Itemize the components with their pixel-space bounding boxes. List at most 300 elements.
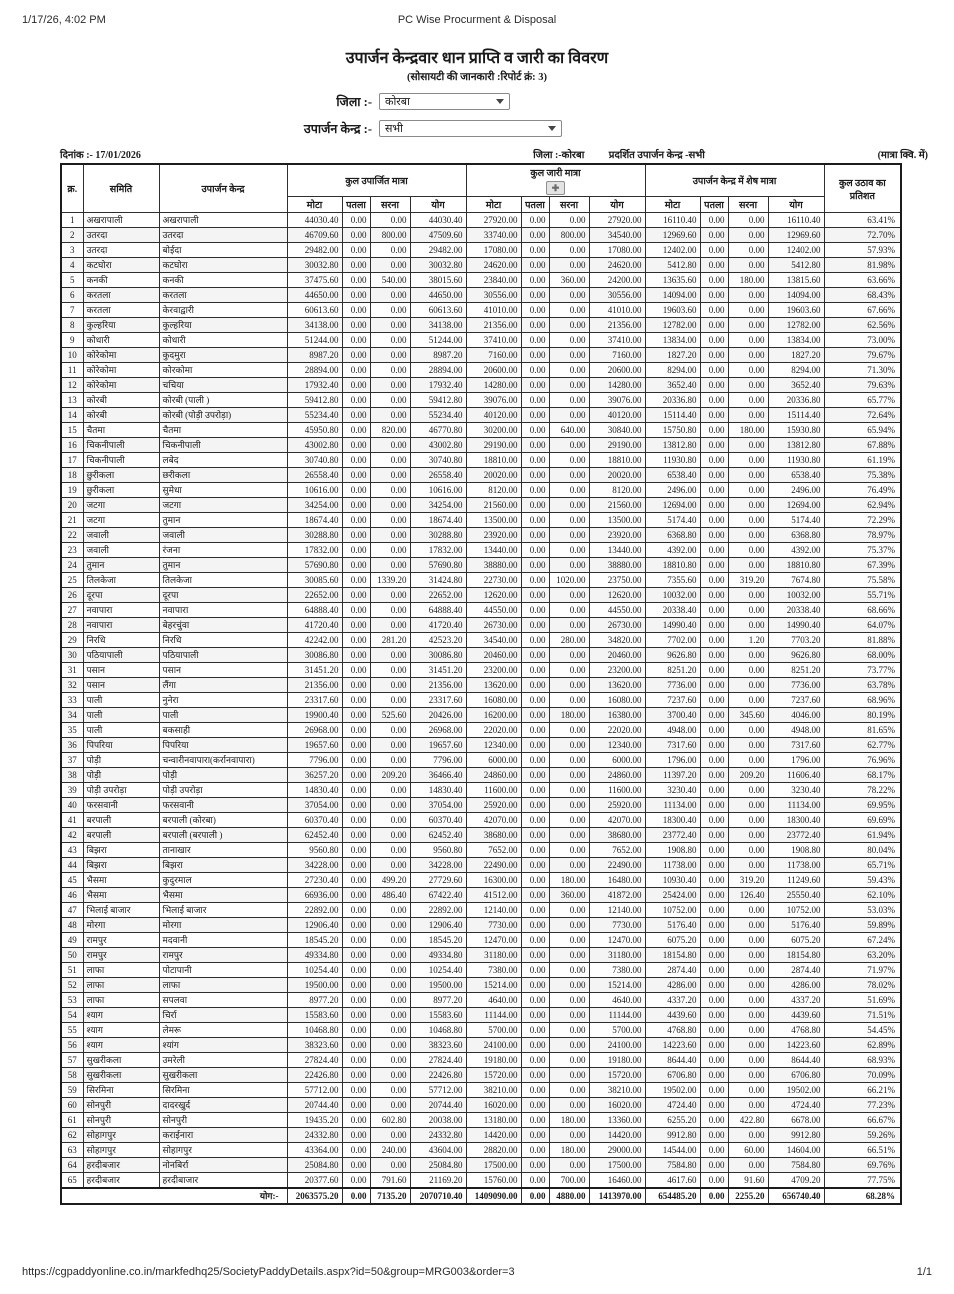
cell-procured-mota: 27824.40 [287,1053,342,1068]
total-label: योग:- [61,1188,287,1204]
cell-balance-patla: 0.00 [700,1068,728,1083]
cell-sr: 38 [61,768,83,783]
cell-procured-sarna: 0.00 [370,243,410,258]
cell-balance-patla: 0.00 [700,348,728,363]
cell-sr: 4 [61,258,83,273]
cell-balance-mota: 10752.00 [645,903,700,918]
cell-issued-yog: 14280.00 [589,378,645,393]
cell-issued-mota: 7160.00 [466,348,521,363]
cell-balance-patla: 0.00 [700,423,728,438]
cell-issued-sarna: 0.00 [549,693,589,708]
cell-procured-mota: 49334.80 [287,948,342,963]
cell-procured-yog: 41720.40 [410,618,466,633]
table-row [61,963,901,978]
cell-procured-yog: 31424.80 [410,573,466,588]
cell-balance-patla: 0.00 [700,648,728,663]
cell-balance-sarna: 91.60 [728,1173,768,1189]
table-row [61,693,901,708]
cell-samiti: पठियापाली [83,648,159,663]
cell-procured-mota: 30288.80 [287,528,342,543]
table-row [61,333,901,348]
cell-issued-mota: 14420.00 [466,1128,521,1143]
cell-issued-sarna: 0.00 [549,918,589,933]
cell-issued-sarna: 0.00 [549,588,589,603]
cell-samiti: लाफा [83,963,159,978]
cell-samiti: कोरेकोमा [83,363,159,378]
table-row [61,978,901,993]
cell-issued-yog: 13360.00 [589,1113,645,1128]
cell-issued-mota: 17500.00 [466,1158,521,1173]
cell-kendra: पाली [159,708,287,723]
cell-balance-sarna: 0.00 [728,858,768,873]
cell-issued-yog: 41010.00 [589,303,645,318]
footer-url: https://cgpaddyonline.co.in/markfedhq25/SocietyPaddyDetails.aspx?id=50&group=MRG003&order=3 [22,1266,515,1278]
cell-pct: 68.00% [824,648,901,663]
cell-sr: 7 [61,303,83,318]
cell-balance-mota: 12969.60 [645,228,700,243]
cell-issued-yog: 18810.00 [589,453,645,468]
cell-samiti: अखरापाली [83,213,159,228]
cell-balance-yog: 7703.20 [768,633,824,648]
cell-balance-patla: 0.00 [700,378,728,393]
cell-issued-mota: 38680.00 [466,828,521,843]
cell-procured-yog: 30086.80 [410,648,466,663]
cell-procured-patla: 0.00 [342,1083,370,1098]
cell-procured-sarna: 499.20 [370,873,410,888]
cell-issued-yog: 23200.00 [589,663,645,678]
cell-balance-patla: 0.00 [700,963,728,978]
cell-samiti: पिपरिया [83,738,159,753]
cell-issued-patla: 0.00 [521,498,549,513]
cell-balance-patla: 0.00 [700,843,728,858]
center-select[interactable] [379,120,562,137]
cell-sr: 24 [61,558,83,573]
cell-issued-patla: 0.00 [521,213,549,228]
cell-procured-mota: 12906.40 [287,918,342,933]
cell-issued-patla: 0.00 [521,573,549,588]
table-row [61,303,901,318]
table-row [61,663,901,678]
cell-procured-sarna: 0.00 [370,963,410,978]
cell-balance-yog: 16110.40 [768,213,824,228]
cell-balance-yog: 9912.80 [768,1128,824,1143]
cell-sr: 5 [61,273,83,288]
cell-balance-sarna: 180.00 [728,273,768,288]
cell-balance-patla: 0.00 [700,213,728,228]
cell-issued-sarna: 360.00 [549,888,589,903]
cell-issued-sarna: 0.00 [549,723,589,738]
cell-procured-sarna: 0.00 [370,213,410,228]
cell-pct: 66.51% [824,1143,901,1158]
cell-pct: 80.19% [824,708,901,723]
cell-issued-mota: 38210.00 [466,1083,521,1098]
cell-balance-sarna: 0.00 [728,948,768,963]
table-row [61,423,901,438]
cell-issued-mota: 7730.00 [466,918,521,933]
cell-procured-sarna: 0.00 [370,1038,410,1053]
cell-balance-sarna: 0.00 [728,483,768,498]
cell-procured-mota: 46709.60 [287,228,342,243]
cell-issued-sarna: 0.00 [549,213,589,228]
cell-issued-yog: 4640.00 [589,993,645,1008]
cell-balance-mota: 13635.60 [645,273,700,288]
cell-issued-patla: 0.00 [521,273,549,288]
cell-issued-yog: 16080.00 [589,693,645,708]
table-row [61,813,901,828]
cell-pct: 65.94% [824,423,901,438]
cell-procured-mota: 14830.40 [287,783,342,798]
cell-procured-sarna: 0.00 [370,753,410,768]
cell-pct: 67.39% [824,558,901,573]
expand-plus-icon[interactable]: ✚ [546,181,565,195]
col-header-issued-mota: मोटा [466,197,521,213]
cell-procured-yog: 10468.80 [410,1023,466,1038]
cell-issued-mota: 19180.00 [466,1053,521,1068]
cell-issued-sarna: 360.00 [549,273,589,288]
cell-issued-mota: 42070.00 [466,813,521,828]
col-header-balance-sarna: सरना [728,197,768,213]
cell-balance-mota: 6368.80 [645,528,700,543]
cell-issued-sarna: 0.00 [549,558,589,573]
cell-pct: 62.56% [824,318,901,333]
cell-samiti: कुल्हरिया [83,318,159,333]
cell-samiti: सोनपुरी [83,1113,159,1128]
cell-procured-patla: 0.00 [342,483,370,498]
cell-kendra: फरसवानी [159,798,287,813]
cell-balance-mota: 5412.80 [645,258,700,273]
cell-issued-sarna: 0.00 [549,603,589,618]
cell-issued-yog: 22020.00 [589,723,645,738]
print-footer [22,1266,932,1278]
cell-procured-sarna: 0.00 [370,1068,410,1083]
cell-balance-yog: 5176.40 [768,918,824,933]
cell-issued-sarna: 0.00 [549,1068,589,1083]
cell-issued-patla: 0.00 [521,978,549,993]
cell-balance-mota: 9912.80 [645,1128,700,1143]
cell-balance-patla: 0.00 [700,903,728,918]
cell-samiti: जटगा [83,513,159,528]
cell-procured-mota: 19500.00 [287,978,342,993]
cell-balance-patla: 0.00 [700,273,728,288]
cell-sr: 43 [61,843,83,858]
cell-issued-mota: 22020.00 [466,723,521,738]
cell-pct: 75.58% [824,573,901,588]
cell-issued-patla: 0.00 [521,1128,549,1143]
cell-procured-patla: 0.00 [342,303,370,318]
cell-samiti: नवापारा [83,603,159,618]
cell-pct: 79.67% [824,348,901,363]
cell-pct: 62.10% [824,888,901,903]
cell-issued-sarna: 0.00 [549,1098,589,1113]
cell-balance-yog: 10752.00 [768,903,824,918]
cell-balance-patla: 0.00 [700,1053,728,1068]
cell-procured-mota: 51244.00 [287,333,342,348]
cell-issued-mota: 37410.00 [466,333,521,348]
col-header-balance-mota: मोटा [645,197,700,213]
cell-issued-yog: 15720.00 [589,1068,645,1083]
cell-kendra: लैंगा [159,678,287,693]
cell-pct: 63.20% [824,948,901,963]
cell-pct: 62.77% [824,738,901,753]
cell-issued-mota: 38880.00 [466,558,521,573]
cell-pct: 71.97% [824,963,901,978]
cell-samiti: सुखरीकला [83,1053,159,1068]
cell-issued-patla: 0.00 [521,1173,549,1189]
report-table-wrap [60,163,900,1205]
cell-samiti: फरसवानी [83,798,159,813]
cell-sr: 25 [61,573,83,588]
col-header-balance-yog: योग [768,197,824,213]
cell-procured-mota: 19435.20 [287,1113,342,1128]
cell-issued-patla: 0.00 [521,948,549,963]
cell-issued-patla: 0.00 [521,588,549,603]
cell-kendra: बिझरा [159,858,287,873]
cell-balance-yog: 20336.80 [768,393,824,408]
cell-balance-patla: 0.00 [700,483,728,498]
cell-samiti: निरधि [83,633,159,648]
cell-balance-mota: 15114.40 [645,408,700,423]
cell-balance-yog: 7736.00 [768,678,824,693]
cell-procured-yog: 20744.40 [410,1098,466,1113]
cell-issued-patla: 0.00 [521,693,549,708]
cell-sr: 33 [61,693,83,708]
total-pct: 68.28% [824,1188,901,1204]
cell-samiti: पसान [83,663,159,678]
cell-balance-mota: 7584.80 [645,1158,700,1173]
cell-procured-sarna: 791.60 [370,1173,410,1189]
cell-kendra: श्यांग [159,1038,287,1053]
cell-pct: 69.69% [824,813,901,828]
cell-kendra: बरपाली (बरपाली ) [159,828,287,843]
cell-kendra: बोईदा [159,243,287,258]
cell-balance-mota: 1827.20 [645,348,700,363]
cell-procured-sarna: 0.00 [370,948,410,963]
cell-kendra: सोनपुरी [159,1113,287,1128]
cell-issued-yog: 7160.00 [589,348,645,363]
cell-procured-sarna: 602.80 [370,1113,410,1128]
cell-balance-sarna: 0.00 [728,1128,768,1143]
cell-balance-mota: 14544.00 [645,1143,700,1158]
cell-balance-sarna: 0.00 [728,933,768,948]
cell-procured-mota: 26968.00 [287,723,342,738]
cell-balance-sarna: 0.00 [728,288,768,303]
cell-samiti: जवाली [83,528,159,543]
cell-balance-mota: 18300.40 [645,813,700,828]
cell-procured-yog: 43002.80 [410,438,466,453]
cell-balance-mota: 10032.00 [645,588,700,603]
cell-balance-sarna: 0.00 [728,1023,768,1038]
cell-balance-patla: 0.00 [700,243,728,258]
cell-procured-patla: 0.00 [342,288,370,303]
district-shown: जिला :-कोरबा [533,150,585,161]
cell-procured-mota: 17832.00 [287,543,342,558]
cell-procured-yog: 31451.20 [410,663,466,678]
cell-issued-mota: 4640.00 [466,993,521,1008]
cell-issued-sarna: 0.00 [549,948,589,963]
cell-procured-patla: 0.00 [342,468,370,483]
cell-issued-sarna: 0.00 [549,978,589,993]
cell-balance-patla: 0.00 [700,543,728,558]
cell-balance-sarna: 0.00 [728,438,768,453]
cell-procured-patla: 0.00 [342,558,370,573]
cell-issued-yog: 13440.00 [589,543,645,558]
cell-balance-sarna: 0.00 [728,588,768,603]
cell-procured-mota: 43002.80 [287,438,342,453]
cell-issued-mota: 30556.00 [466,288,521,303]
cell-samiti: छुरीकला [83,483,159,498]
cell-issued-yog: 14420.00 [589,1128,645,1143]
center-select-value: सभी [385,122,404,135]
cell-pct: 68.66% [824,603,901,618]
cell-samiti: मोरगा [83,918,159,933]
cell-pct: 55.71% [824,588,901,603]
cell-balance-patla: 0.00 [700,333,728,348]
table-row [61,1023,901,1038]
cell-pct: 64.07% [824,618,901,633]
cell-balance-sarna: 0.00 [728,678,768,693]
cell-issued-sarna: 0.00 [549,333,589,348]
cell-issued-patla: 0.00 [521,843,549,858]
cell-issued-patla: 0.00 [521,1068,549,1083]
cell-procured-sarna: 0.00 [370,333,410,348]
table-row [61,543,901,558]
cell-balance-yog: 1908.80 [768,843,824,858]
cell-issued-yog: 42070.00 [589,813,645,828]
cell-procured-sarna: 0.00 [370,468,410,483]
cell-issued-mota: 15720.00 [466,1068,521,1083]
cell-issued-sarna: 0.00 [549,348,589,363]
cell-procured-patla: 0.00 [342,498,370,513]
cell-issued-sarna: 0.00 [549,258,589,273]
cell-balance-mota: 3652.40 [645,378,700,393]
cell-balance-patla: 0.00 [700,693,728,708]
district-select[interactable] [379,93,510,110]
cell-balance-mota: 7736.00 [645,678,700,693]
cell-balance-patla: 0.00 [700,1128,728,1143]
cell-procured-patla: 0.00 [342,423,370,438]
cell-balance-mota: 12402.00 [645,243,700,258]
cell-balance-yog: 4337.20 [768,993,824,1008]
cell-procured-patla: 0.00 [342,1173,370,1189]
cell-issued-mota: 5700.00 [466,1023,521,1038]
cell-procured-sarna: 281.20 [370,633,410,648]
cell-issued-patla: 0.00 [521,558,549,573]
table-row [61,258,901,273]
cell-issued-patla: 0.00 [521,603,549,618]
cell-kendra: पिपरिया [159,738,287,753]
cell-pct: 71.51% [824,1008,901,1023]
cell-issued-yog: 24860.00 [589,768,645,783]
cell-balance-patla: 0.00 [700,918,728,933]
cell-procured-mota: 26558.40 [287,468,342,483]
print-doc-title: PC Wise Procurment & Disposal [397,14,557,26]
cell-procured-mota: 22892.00 [287,903,342,918]
cell-balance-patla: 0.00 [700,1113,728,1128]
cell-kendra: पोड़ी [159,768,287,783]
total-balance-yog: 656740.40 [768,1188,824,1204]
cell-procured-patla: 0.00 [342,513,370,528]
cell-kendra: कोरबी (पाली ) [159,393,287,408]
cell-kendra: पठियापाली [159,648,287,663]
table-row [61,678,901,693]
cell-issued-mota: 15214.00 [466,978,521,993]
cell-kendra: लाफा [159,978,287,993]
cell-issued-mota: 16300.00 [466,873,521,888]
cell-balance-mota: 5176.40 [645,918,700,933]
cell-kendra: निरधि [159,633,287,648]
cell-issued-sarna: 0.00 [549,618,589,633]
table-row [61,783,901,798]
cell-sr: 65 [61,1173,83,1189]
cell-issued-yog: 27920.00 [589,213,645,228]
cell-issued-patla: 0.00 [521,303,549,318]
cell-procured-yog: 14830.40 [410,783,466,798]
cell-procured-mota: 7796.00 [287,753,342,768]
cell-samiti: सुखरीकला [83,1068,159,1083]
cell-issued-mota: 7380.00 [466,963,521,978]
cell-issued-sarna: 0.00 [549,363,589,378]
table-row [61,873,901,888]
cell-procured-sarna: 525.60 [370,708,410,723]
cell-procured-patla: 0.00 [342,708,370,723]
cell-procured-yog: 46770.80 [410,423,466,438]
cell-issued-patla: 0.00 [521,1113,549,1128]
cell-balance-yog: 13812.80 [768,438,824,453]
cell-samiti: कोरबी [83,408,159,423]
cell-balance-yog: 8251.20 [768,663,824,678]
cell-procured-yog: 30288.80 [410,528,466,543]
cell-issued-sarna: 0.00 [549,1053,589,1068]
cell-pct: 73.00% [824,333,901,348]
unit-note: (मात्रा क्वि. में) [877,150,928,161]
cell-balance-mota: 13812.80 [645,438,700,453]
cell-issued-mota: 23920.00 [466,528,521,543]
cell-balance-patla: 0.00 [700,1158,728,1173]
cell-issued-mota: 33740.00 [466,228,521,243]
cell-balance-yog: 11134.00 [768,798,824,813]
cell-procured-patla: 0.00 [342,783,370,798]
cell-balance-yog: 12402.00 [768,243,824,258]
cell-procured-sarna: 0.00 [370,1053,410,1068]
cell-issued-mota: 28820.00 [466,1143,521,1158]
cell-samiti: बरपाली [83,828,159,843]
cell-balance-sarna: 0.00 [728,993,768,1008]
table-row [61,1173,901,1189]
cell-pct: 75.37% [824,543,901,558]
cell-issued-yog: 21560.00 [589,498,645,513]
cell-sr: 49 [61,933,83,948]
cell-procured-sarna: 800.00 [370,228,410,243]
cell-samiti: हरदीबजार [83,1173,159,1189]
cell-procured-yog: 27824.40 [410,1053,466,1068]
col-header-procured-mota: मोटा [287,197,342,213]
cell-sr: 8 [61,318,83,333]
cell-issued-mota: 23840.00 [466,273,521,288]
cell-balance-yog: 3652.40 [768,378,824,393]
cell-balance-sarna: 60.00 [728,1143,768,1158]
cell-issued-sarna: 0.00 [549,1128,589,1143]
cell-samiti: जटगा [83,498,159,513]
col-header-issued-patla: पतला [521,197,549,213]
cell-procured-mota: 18545.20 [287,933,342,948]
cell-sr: 52 [61,978,83,993]
cell-procured-yog: 57690.80 [410,558,466,573]
cell-kendra: मोरगा [159,918,287,933]
cell-balance-yog: 15114.40 [768,408,824,423]
cell-kendra: केरवाद्वारी [159,303,287,318]
total-balance-patla: 0.00 [700,1188,728,1204]
cell-kendra: लेमरू [159,1023,287,1038]
